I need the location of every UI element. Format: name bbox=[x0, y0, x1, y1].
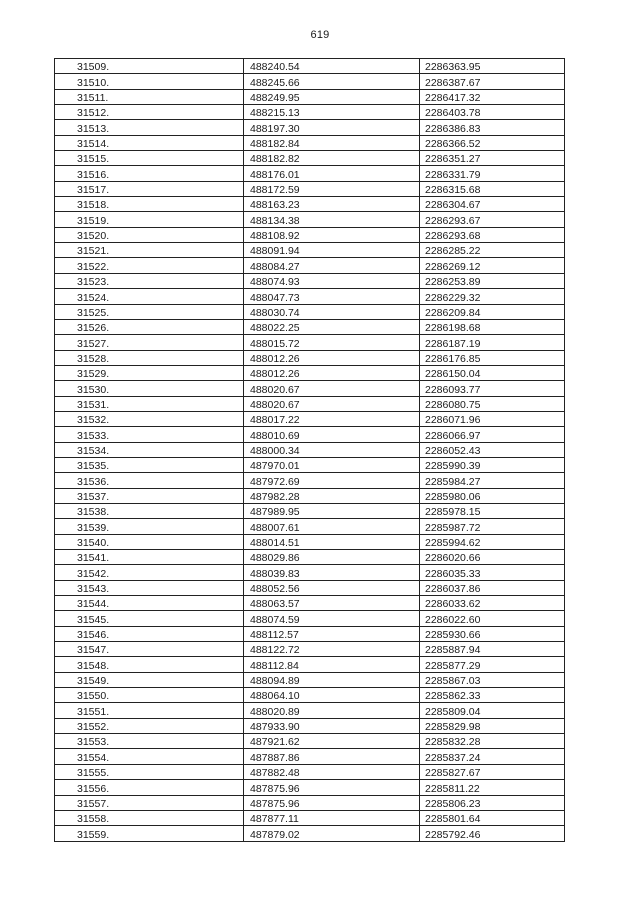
point-number-cell: 31530. bbox=[55, 381, 244, 396]
y-coordinate-cell: 2286293.67 bbox=[420, 212, 565, 227]
y-coordinate-cell: 2286033.62 bbox=[420, 596, 565, 611]
point-number-cell: 31541. bbox=[55, 550, 244, 565]
table-row bbox=[55, 350, 565, 365]
y-coordinate-cell: 2285862.33 bbox=[420, 688, 565, 703]
y-coordinate-cell: 2286209.84 bbox=[420, 304, 565, 319]
point-number-cell: 31554. bbox=[55, 749, 244, 764]
y-coordinate-cell: 2285990.39 bbox=[420, 457, 565, 472]
y-coordinate-cell: 2285877.29 bbox=[420, 657, 565, 672]
point-number-cell: 31512. bbox=[55, 105, 244, 120]
x-coordinate-cell: 488215.13 bbox=[244, 105, 420, 120]
x-coordinate-cell: 488084.27 bbox=[244, 258, 420, 273]
y-coordinate-cell: 2286071.96 bbox=[420, 411, 565, 426]
table-row bbox=[55, 764, 565, 779]
point-number-cell: 31520. bbox=[55, 227, 244, 242]
point-number-cell: 31527. bbox=[55, 335, 244, 350]
x-coordinate-cell: 488052.56 bbox=[244, 580, 420, 595]
y-coordinate-cell: 2285984.27 bbox=[420, 473, 565, 488]
table-row bbox=[55, 442, 565, 457]
x-coordinate-cell: 488182.84 bbox=[244, 135, 420, 150]
x-coordinate-cell: 488020.67 bbox=[244, 381, 420, 396]
x-coordinate-cell: 488094.89 bbox=[244, 672, 420, 687]
y-coordinate-cell: 2286066.97 bbox=[420, 427, 565, 442]
x-coordinate-cell: 488012.26 bbox=[244, 365, 420, 380]
x-coordinate-cell: 487921.62 bbox=[244, 734, 420, 749]
table-row bbox=[55, 718, 565, 733]
point-number-cell: 31518. bbox=[55, 197, 244, 212]
point-number-cell: 31548. bbox=[55, 657, 244, 672]
x-coordinate-cell: 487875.96 bbox=[244, 780, 420, 795]
y-coordinate-cell: 2285809.04 bbox=[420, 703, 565, 718]
y-coordinate-cell: 2286093.77 bbox=[420, 381, 565, 396]
point-number-cell: 31525. bbox=[55, 304, 244, 319]
table-row bbox=[55, 534, 565, 549]
point-number-cell: 31526. bbox=[55, 319, 244, 334]
point-number-cell: 31509. bbox=[55, 59, 244, 74]
x-coordinate-cell: 487877.11 bbox=[244, 810, 420, 825]
x-coordinate-cell: 488197.30 bbox=[244, 120, 420, 135]
point-number-cell: 31545. bbox=[55, 611, 244, 626]
point-number-cell: 31559. bbox=[55, 826, 244, 841]
y-coordinate-cell: 2285867.03 bbox=[420, 672, 565, 687]
y-coordinate-cell: 2285930.66 bbox=[420, 626, 565, 641]
point-number-cell: 31539. bbox=[55, 519, 244, 534]
table-row bbox=[55, 381, 565, 396]
point-number-cell: 31553. bbox=[55, 734, 244, 749]
y-coordinate-cell: 2286403.78 bbox=[420, 105, 565, 120]
y-coordinate-cell: 2285829.98 bbox=[420, 718, 565, 733]
y-coordinate-cell: 2286386.83 bbox=[420, 120, 565, 135]
y-coordinate-cell: 2286363.95 bbox=[420, 59, 565, 74]
x-coordinate-cell: 488074.59 bbox=[244, 611, 420, 626]
point-number-cell: 31544. bbox=[55, 596, 244, 611]
table-row bbox=[55, 519, 565, 534]
x-coordinate-cell: 487970.01 bbox=[244, 457, 420, 472]
table-row bbox=[55, 626, 565, 641]
table-row bbox=[55, 59, 565, 74]
table-row bbox=[55, 365, 565, 380]
table-row bbox=[55, 411, 565, 426]
x-coordinate-cell: 488000.34 bbox=[244, 442, 420, 457]
x-coordinate-cell: 488039.83 bbox=[244, 565, 420, 580]
y-coordinate-cell: 2285806.23 bbox=[420, 795, 565, 810]
point-number-cell: 31514. bbox=[55, 135, 244, 150]
x-coordinate-cell: 488020.67 bbox=[244, 396, 420, 411]
table-row bbox=[55, 826, 565, 841]
table-row bbox=[55, 565, 565, 580]
page-number: 619 bbox=[310, 29, 330, 41]
point-number-cell: 31547. bbox=[55, 642, 244, 657]
point-number-cell: 31557. bbox=[55, 795, 244, 810]
table-row bbox=[55, 335, 565, 350]
x-coordinate-cell: 487982.28 bbox=[244, 488, 420, 503]
point-number-cell: 31511. bbox=[55, 89, 244, 104]
table-row bbox=[55, 319, 565, 334]
point-number-cell: 31532. bbox=[55, 411, 244, 426]
point-number-cell: 31533. bbox=[55, 427, 244, 442]
table-row bbox=[55, 166, 565, 181]
table-row bbox=[55, 135, 565, 150]
point-number-cell: 31546. bbox=[55, 626, 244, 641]
table-row bbox=[55, 734, 565, 749]
y-coordinate-cell: 2286022.60 bbox=[420, 611, 565, 626]
y-coordinate-cell: 2285987.72 bbox=[420, 519, 565, 534]
y-coordinate-cell: 2286253.89 bbox=[420, 273, 565, 288]
x-coordinate-cell: 488020.89 bbox=[244, 703, 420, 718]
x-coordinate-cell: 488163.23 bbox=[244, 197, 420, 212]
table-row bbox=[55, 197, 565, 212]
y-coordinate-cell: 2286351.27 bbox=[420, 151, 565, 166]
point-number-cell: 31510. bbox=[55, 74, 244, 89]
point-number-cell: 31522. bbox=[55, 258, 244, 273]
y-coordinate-cell: 2286187.19 bbox=[420, 335, 565, 350]
x-coordinate-cell: 487882.48 bbox=[244, 764, 420, 779]
x-coordinate-cell: 487887.86 bbox=[244, 749, 420, 764]
x-coordinate-cell: 488134.38 bbox=[244, 212, 420, 227]
table-row bbox=[55, 672, 565, 687]
x-coordinate-cell: 488108.92 bbox=[244, 227, 420, 242]
point-number-cell: 31537. bbox=[55, 488, 244, 503]
x-coordinate-cell: 487972.69 bbox=[244, 473, 420, 488]
table-row bbox=[55, 120, 565, 135]
point-number-cell: 31524. bbox=[55, 289, 244, 304]
table-row bbox=[55, 596, 565, 611]
x-coordinate-cell: 488091.94 bbox=[244, 243, 420, 258]
table-row bbox=[55, 642, 565, 657]
x-coordinate-cell: 488063.57 bbox=[244, 596, 420, 611]
point-number-cell: 31531. bbox=[55, 396, 244, 411]
x-coordinate-cell: 488064.10 bbox=[244, 688, 420, 703]
y-coordinate-cell: 2286198.68 bbox=[420, 319, 565, 334]
x-coordinate-cell: 488240.54 bbox=[244, 59, 420, 74]
table-row bbox=[55, 181, 565, 196]
y-coordinate-cell: 2286269.12 bbox=[420, 258, 565, 273]
point-number-cell: 31550. bbox=[55, 688, 244, 703]
x-coordinate-cell: 488007.61 bbox=[244, 519, 420, 534]
point-number-cell: 31517. bbox=[55, 181, 244, 196]
table-row bbox=[55, 89, 565, 104]
table-row bbox=[55, 795, 565, 810]
x-coordinate-cell: 488245.66 bbox=[244, 74, 420, 89]
y-coordinate-cell: 2286285.22 bbox=[420, 243, 565, 258]
table-row bbox=[55, 688, 565, 703]
y-coordinate-cell: 2286366.52 bbox=[420, 135, 565, 150]
x-coordinate-cell: 488010.69 bbox=[244, 427, 420, 442]
y-coordinate-cell: 2286229.32 bbox=[420, 289, 565, 304]
y-coordinate-cell: 2285994.62 bbox=[420, 534, 565, 549]
table-row bbox=[55, 258, 565, 273]
x-coordinate-cell: 488017.22 bbox=[244, 411, 420, 426]
table-row bbox=[55, 243, 565, 258]
x-coordinate-cell: 488112.84 bbox=[244, 657, 420, 672]
point-number-cell: 31523. bbox=[55, 273, 244, 288]
y-coordinate-cell: 2286387.67 bbox=[420, 74, 565, 89]
x-coordinate-cell: 488012.26 bbox=[244, 350, 420, 365]
y-coordinate-cell: 2285832.28 bbox=[420, 734, 565, 749]
x-coordinate-cell: 488047.73 bbox=[244, 289, 420, 304]
y-coordinate-cell: 2286035.33 bbox=[420, 565, 565, 580]
point-number-cell: 31543. bbox=[55, 580, 244, 595]
x-coordinate-cell: 488176.01 bbox=[244, 166, 420, 181]
point-number-cell: 31521. bbox=[55, 243, 244, 258]
point-number-cell: 31529. bbox=[55, 365, 244, 380]
table-row bbox=[55, 304, 565, 319]
y-coordinate-cell: 2285792.46 bbox=[420, 826, 565, 841]
table-row bbox=[55, 212, 565, 227]
y-coordinate-cell: 2285827.67 bbox=[420, 764, 565, 779]
table-row bbox=[55, 396, 565, 411]
table-row bbox=[55, 580, 565, 595]
point-number-cell: 31552. bbox=[55, 718, 244, 733]
table-row bbox=[55, 657, 565, 672]
table-row bbox=[55, 473, 565, 488]
table-row bbox=[55, 703, 565, 718]
table-row bbox=[55, 74, 565, 89]
point-number-cell: 31515. bbox=[55, 151, 244, 166]
y-coordinate-cell: 2286176.85 bbox=[420, 350, 565, 365]
table-row bbox=[55, 427, 565, 442]
x-coordinate-cell: 488074.93 bbox=[244, 273, 420, 288]
table-row bbox=[55, 550, 565, 565]
table-row bbox=[55, 457, 565, 472]
x-coordinate-cell: 487879.02 bbox=[244, 826, 420, 841]
y-coordinate-cell: 2285887.94 bbox=[420, 642, 565, 657]
y-coordinate-cell: 2286150.04 bbox=[420, 365, 565, 380]
point-number-cell: 31535. bbox=[55, 457, 244, 472]
x-coordinate-cell: 487933.90 bbox=[244, 718, 420, 733]
table-row bbox=[55, 611, 565, 626]
point-number-cell: 31542. bbox=[55, 565, 244, 580]
y-coordinate-cell: 2286304.67 bbox=[420, 197, 565, 212]
point-number-cell: 31534. bbox=[55, 442, 244, 457]
table-row bbox=[55, 151, 565, 166]
point-number-cell: 31549. bbox=[55, 672, 244, 687]
y-coordinate-cell: 2285811.22 bbox=[420, 780, 565, 795]
x-coordinate-cell: 488122.72 bbox=[244, 642, 420, 657]
table-row bbox=[55, 749, 565, 764]
x-coordinate-cell: 488015.72 bbox=[244, 335, 420, 350]
table-row bbox=[55, 227, 565, 242]
point-number-cell: 31556. bbox=[55, 780, 244, 795]
x-coordinate-cell: 488172.59 bbox=[244, 181, 420, 196]
point-number-cell: 31538. bbox=[55, 503, 244, 518]
y-coordinate-cell: 2286037.86 bbox=[420, 580, 565, 595]
point-number-cell: 31540. bbox=[55, 534, 244, 549]
y-coordinate-cell: 2286020.66 bbox=[420, 550, 565, 565]
y-coordinate-cell: 2286417.32 bbox=[420, 89, 565, 104]
table-row bbox=[55, 105, 565, 120]
point-number-cell: 31513. bbox=[55, 120, 244, 135]
point-number-cell: 31555. bbox=[55, 764, 244, 779]
x-coordinate-cell: 488030.74 bbox=[244, 304, 420, 319]
table-row bbox=[55, 780, 565, 795]
y-coordinate-cell: 2285801.64 bbox=[420, 810, 565, 825]
y-coordinate-cell: 2286293.68 bbox=[420, 227, 565, 242]
point-number-cell: 31558. bbox=[55, 810, 244, 825]
coordinates-table bbox=[54, 58, 565, 842]
x-coordinate-cell: 488249.95 bbox=[244, 89, 420, 104]
table-row bbox=[55, 289, 565, 304]
table-row bbox=[55, 503, 565, 518]
y-coordinate-cell: 2286331.79 bbox=[420, 166, 565, 181]
x-coordinate-cell: 487989.95 bbox=[244, 503, 420, 518]
y-coordinate-cell: 2286315.68 bbox=[420, 181, 565, 196]
point-number-cell: 31516. bbox=[55, 166, 244, 181]
y-coordinate-cell: 2286052.43 bbox=[420, 442, 565, 457]
point-number-cell: 31551. bbox=[55, 703, 244, 718]
x-coordinate-cell: 488014.51 bbox=[244, 534, 420, 549]
y-coordinate-cell: 2285980.06 bbox=[420, 488, 565, 503]
point-number-cell: 31536. bbox=[55, 473, 244, 488]
point-number-cell: 31528. bbox=[55, 350, 244, 365]
table-row bbox=[55, 488, 565, 503]
y-coordinate-cell: 2285978.15 bbox=[420, 503, 565, 518]
x-coordinate-cell: 488029.86 bbox=[244, 550, 420, 565]
coordinates-table-body bbox=[55, 59, 565, 842]
x-coordinate-cell: 488022.25 bbox=[244, 319, 420, 334]
x-coordinate-cell: 488112.57 bbox=[244, 626, 420, 641]
y-coordinate-cell: 2285837.24 bbox=[420, 749, 565, 764]
point-number-cell: 31519. bbox=[55, 212, 244, 227]
table-row bbox=[55, 273, 565, 288]
x-coordinate-cell: 488182.82 bbox=[244, 151, 420, 166]
table-row bbox=[55, 810, 565, 825]
y-coordinate-cell: 2286080.75 bbox=[420, 396, 565, 411]
x-coordinate-cell: 487875.96 bbox=[244, 795, 420, 810]
